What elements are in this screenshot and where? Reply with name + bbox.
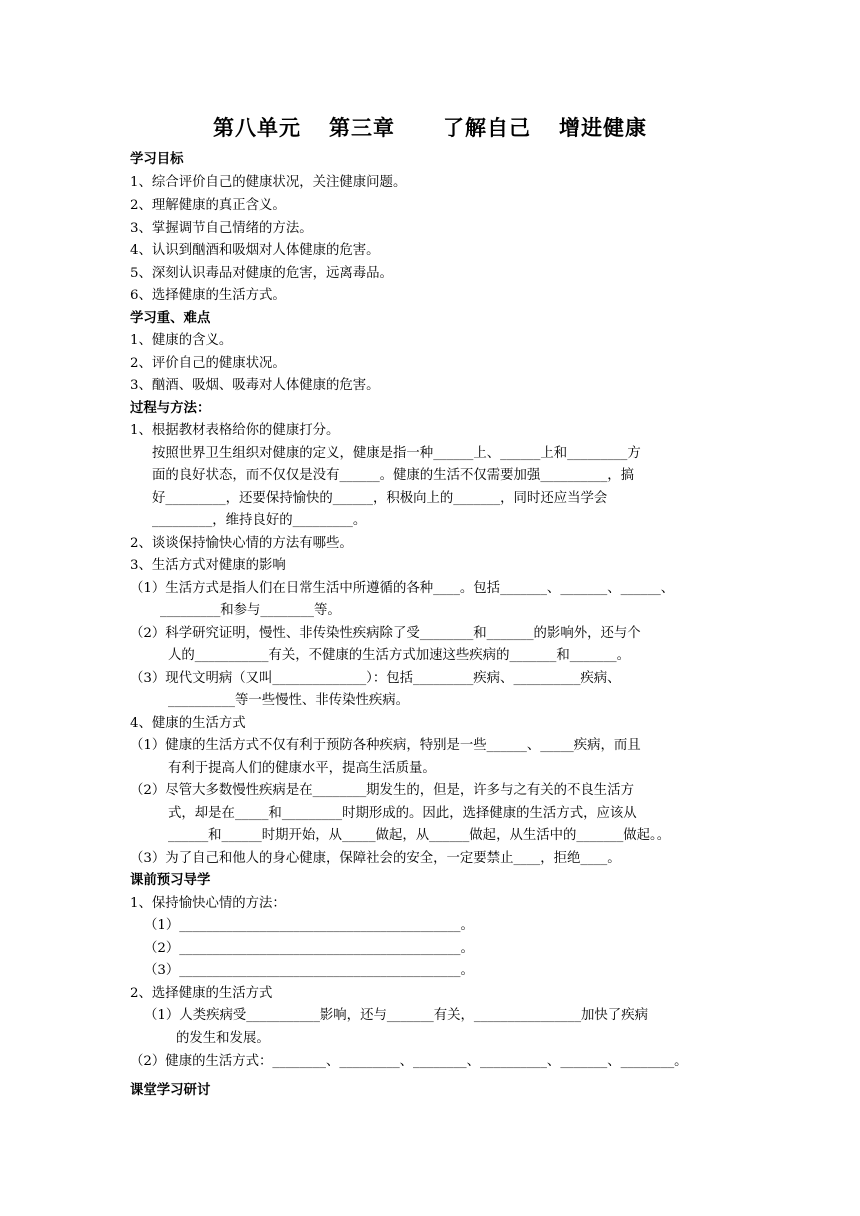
process-line: （1）生活方式是指人们在日常生活中所遵循的各种____。包括_______、_______、______、: [130, 581, 675, 596]
preview-line: （1）__________________________________________。: [144, 918, 474, 933]
objectives-heading: 学习目标: [130, 152, 184, 167]
preview-line: （3）__________________________________________。: [144, 963, 474, 978]
process-line: 1、根据教材表格给你的健康打分。: [130, 423, 340, 438]
objective-item: 2、理解健康的真正含义。: [130, 198, 286, 213]
objective-item: 4、认识到酗酒和吸烟对人体健康的危害。: [130, 243, 380, 258]
preview-heading: 课前预习导学: [130, 873, 211, 888]
key-point-item: 2、评价自己的健康状况。: [130, 356, 286, 371]
process-line: （3）为了自己和他人的身心健康，保障社会的安全，一定要禁止____，拒绝____。: [130, 851, 621, 866]
process-line: _________和参与________等。: [160, 603, 341, 618]
process-line: （2）尽管大多数慢性疾病是在________期发生的，但是，许多与之有关的不良生活方: [130, 783, 634, 798]
process-line: （2）科学研究证明，慢性、非传染性疾病除了受________和_______的影响外，还与个: [130, 626, 641, 641]
objective-item: 3、掌握调节自己情绪的方法。: [130, 221, 313, 236]
process-line: 式，却是在_____和_________时期形成的。因此，选择健康的生活方式，应该从: [168, 806, 637, 821]
process-line: （1）健康的生活方式不仅有利于预防各种疾病，特别是一些______、_____疾病，而且: [130, 738, 641, 753]
key-point-item: 3、酗酒、吸烟、吸毒对人体健康的危害。: [130, 378, 380, 393]
preview-line: 2、选择健康的生活方式: [130, 986, 273, 1001]
process-line: _________，维持良好的_________。: [152, 513, 367, 528]
preview-line: 1、保持愉快心情的方法：: [130, 896, 286, 911]
objective-item: 1、综合评价自己的健康状况，关注健康问题。: [130, 175, 407, 190]
process-line: （3）现代文明病（又叫______________）：包括_________疾病、__________疾病、: [130, 671, 621, 686]
objective-item: 5、深刻认识毒品对健康的危害，远离毒品。: [130, 266, 393, 281]
process-line: 好_________，还要保持愉快的______，积极向上的_______，同时还应当学会: [152, 491, 608, 506]
process-line: 2、谈谈保持愉快心情的方法有哪些。: [130, 536, 353, 551]
process-line: 面的良好状态，而不仅仅是没有______。健康的生活不仅需要加强__________，搞: [152, 468, 635, 483]
process-line: 有利于提高人们的健康水平，提高生活质量。: [168, 761, 436, 776]
title-unit: 第八单元: [213, 116, 301, 140]
classroom-heading: 课堂学习研讨: [130, 1083, 211, 1098]
preview-line: 的发生和发展。: [176, 1031, 270, 1046]
process-line: 3、生活方式对健康的影响: [130, 558, 286, 573]
process-line: 4、健康的生活方式: [130, 716, 246, 731]
preview-line: （2）__________________________________________。: [144, 941, 474, 956]
title-topic-1: 了解自己: [443, 116, 531, 140]
process-line: 人的___________有关，不健康的生活方式加速这些疾病的_______和_______。: [168, 648, 630, 663]
key-points-heading: 学习重、难点: [130, 311, 211, 326]
process-line: ______和______时期开始，从_____做起，从______做起，从生活中的_______做起。。: [168, 828, 671, 843]
key-point-item: 1、健康的含义。: [130, 333, 233, 348]
page-title: [0, 112, 860, 142]
title-topic-2: 增进健康: [559, 116, 647, 140]
preview-line: （2）健康的生活方式：________、_________、________、__________、_______、________。: [130, 1054, 688, 1069]
process-line: __________等一些慢性、非传染性疾病。: [168, 693, 410, 708]
process-line: 按照世界卫生组织对健康的定义，健康是指一种______上、______上和_________方: [152, 446, 641, 461]
preview-line: （1）人类疾病受___________影响，还与_______有关，________________加快了疾病: [144, 1008, 648, 1023]
title-chapter: 第三章: [329, 116, 395, 140]
objective-item: 6、选择健康的生活方式。: [130, 288, 286, 303]
process-heading: 过程与方法：: [130, 401, 211, 416]
